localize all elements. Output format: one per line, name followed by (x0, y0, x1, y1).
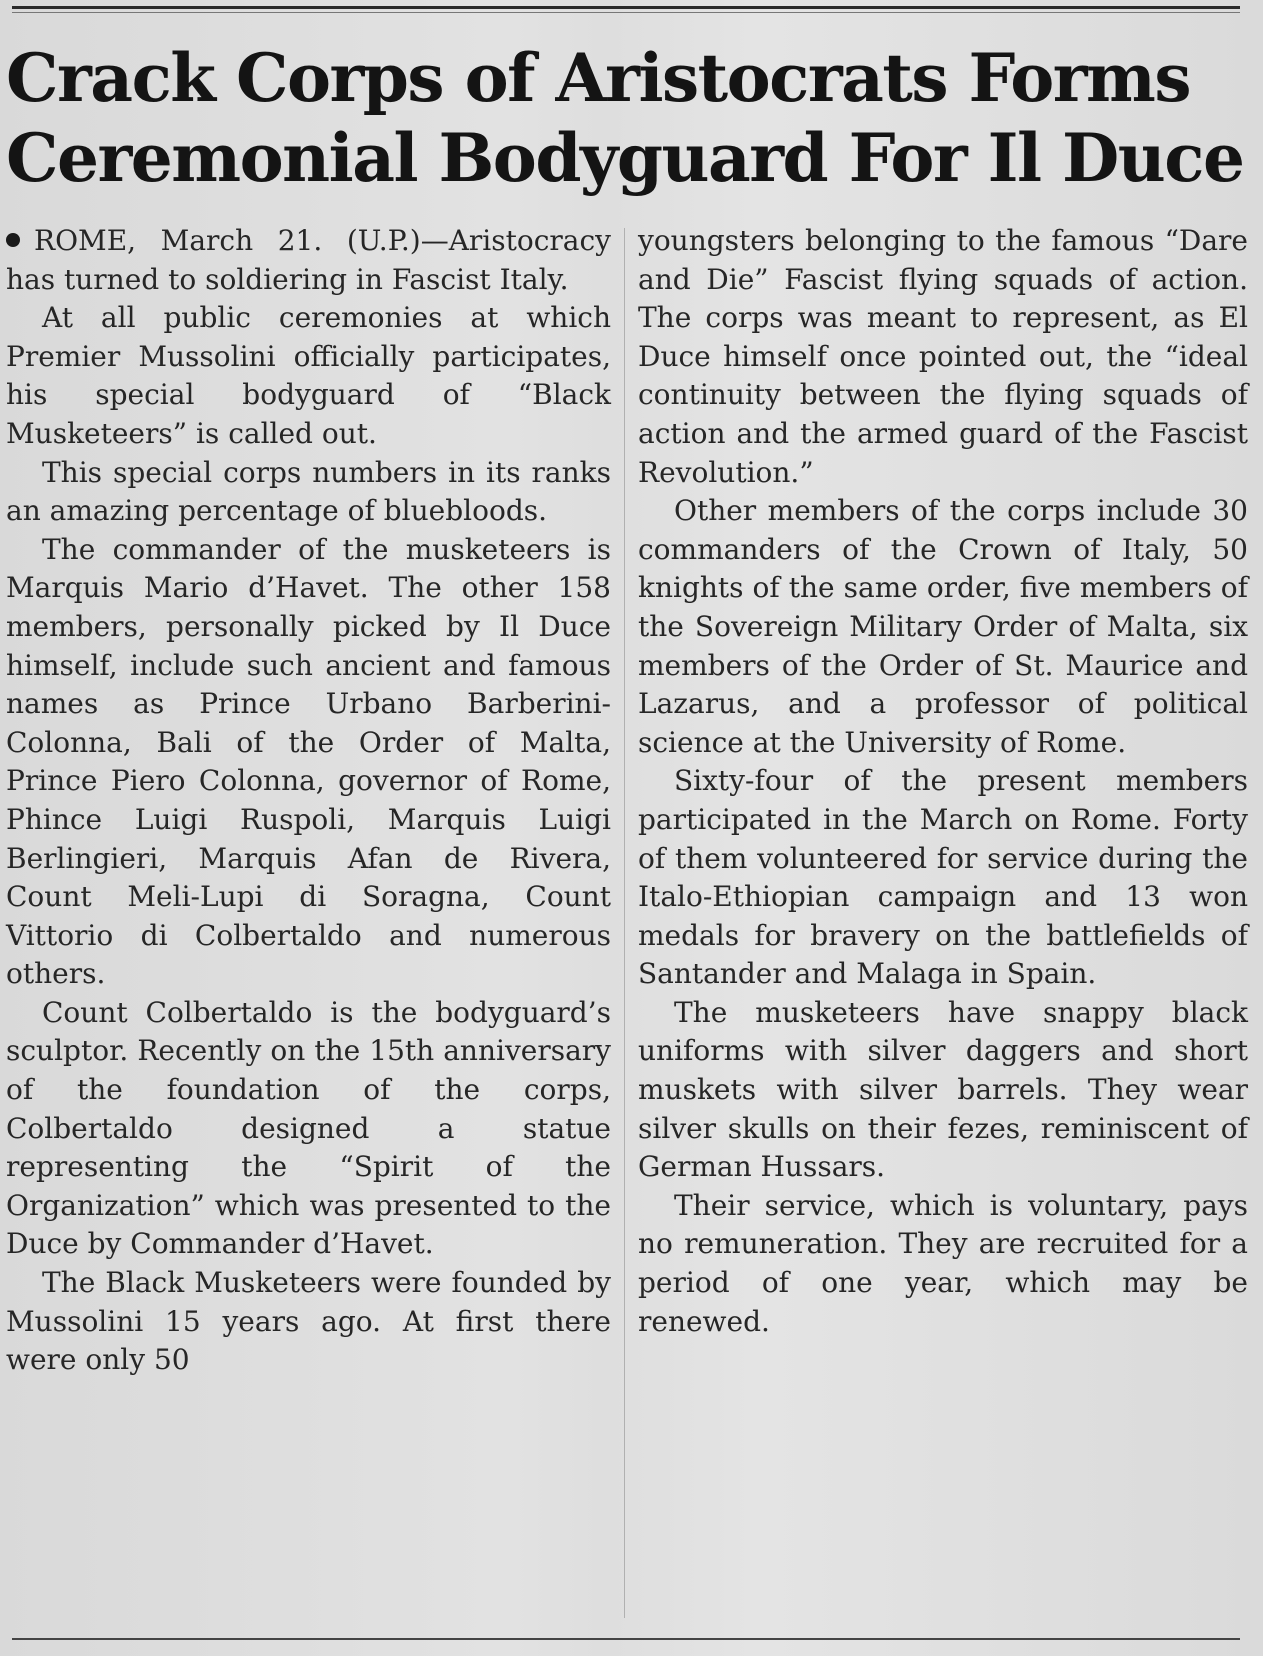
paragraph: The commander of the musketeers is Marquis Mario d’Havet. The other 158 members, personally picked by Il Duce himself, include such ancient and famous names as Prince Urbano Barberini-Colonna, Bali of the Order of Malta, Prince Piero Colonna, governor of Rome, Phince Luigi Ruspoli, Marquis Luigi Berlingieri, Marquis Afan de Rivera, Count Meli-Lupi di Soragna, Count Vittorio di Colbertaldo and numerous others. (6, 532, 611, 991)
column-divider (624, 228, 625, 1618)
bullet-icon (6, 233, 20, 247)
dateline-paragraph (6, 222, 611, 299)
headline-line-2: Ceremonial Bodyguard For Il Duce (6, 119, 1244, 197)
headline (6, 38, 1246, 198)
headline-line-1: Crack Corps of Aristocrats Forms (6, 39, 1191, 117)
paragraph: Count Colbertaldo is the bodyguard’s sculptor. Recently on the 15th anniversary of the foundation of the corps, Colbertaldo designed a statue representing the “Spirit of the Organization” which was presented to the Duce by Commander d’Havet. (6, 995, 611, 1261)
paragraph: The musketeers have snappy black uniforms with silver daggers and short muskets with silver barrels. They wear silver skulls on their fezes, reminiscent of German Hussars. (638, 995, 1248, 1184)
paragraph: This special corps numbers in its ranks an amazing percentage of bluebloods. (6, 455, 611, 528)
top-rule (12, 6, 1240, 9)
paragraph: Sixty-four of the present members participated in the March on Rome. Forty of them volunteered for service during the Italo-Ethiopian campaign and 13 won medals for bravery on the battlefields of Santander and Malaga in Spain. (638, 764, 1248, 991)
right-column (638, 222, 1248, 1341)
paragraph: Their service, which is voluntary, pays no remuneration. They are recruited for a period of one year, which may be renewed. (638, 1188, 1248, 1338)
dateline: ROME, March 21. (U.P.)—Aristocracy has turned to soldiering in Fascist Italy. (6, 224, 611, 296)
paragraph: Other members of the corps include 30 commanders of the Crown of Italy, 50 knights of the same order, five members of the Sovereign Military Order of Malta, six members of the Order of St. Maurice and Lazarus, and a professor of political science at the University of Rome. (638, 494, 1248, 759)
paragraph: At all public ceremonies at which Premier Mussolini officially participates, his special bodyguard of “Black Musketeers” is called out. (6, 301, 611, 450)
paragraph: The Black Musketeers were founded by Mussolini 15 years ago. At first there were only 50 (6, 1266, 611, 1377)
left-column (6, 222, 611, 1380)
top-rule-thin (12, 12, 1240, 13)
bottom-rule (12, 1638, 1240, 1640)
paragraph-continuation: youngsters belonging to the famous “Dare and Die” Fascist flying squads of action. The corps was meant to represent, as El Duce himself once pointed out, the “ideal continuity between the flying squads of action and the armed guard of the Fascist Revolution.” (638, 224, 1248, 489)
